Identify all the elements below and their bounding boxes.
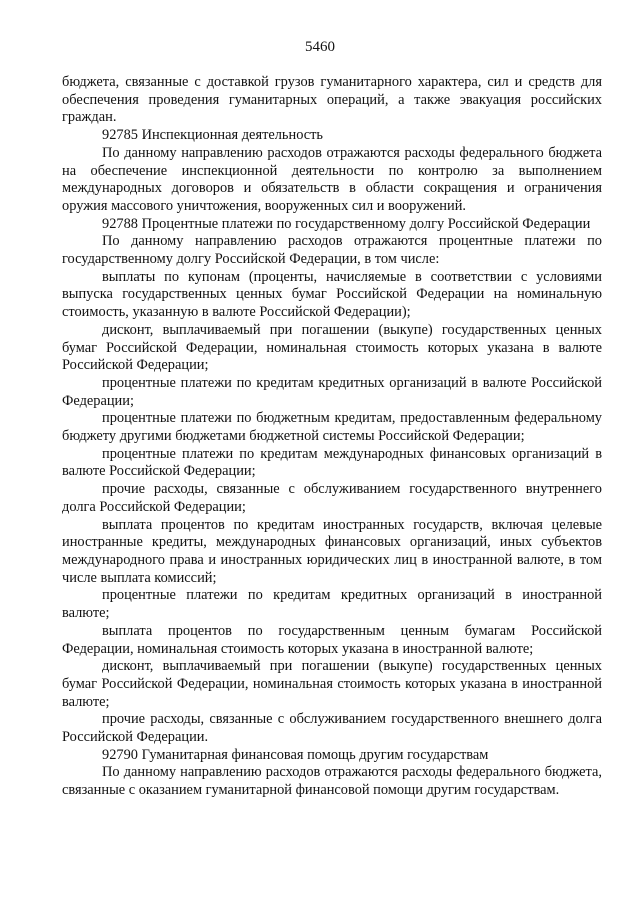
page-number: 5460 — [305, 39, 335, 55]
list-item: дисконт, выплачиваемый при погашении (выкупе) государственных ценных бумаг Российской Федерации, номинальная стоимость которых указана в валюте Российской Федерации; — [62, 321, 602, 374]
list-item: выплата процентов по кредитам иностранных государств, включая целевые иностранные кредиты, международных финансовых организаций, иных субъектов международного права и иностранных юридических лиц в иностранной валюте, в том числе выплата комиссий; — [62, 516, 602, 586]
list-item: прочие расходы, связанные с обслуживанием государственного внутреннего долга Российской Федерации; — [62, 481, 602, 515]
heading-92788: 92788 Процентные платежи по государственному долгу Российской Федерации — [102, 215, 591, 232]
paragraph-92790-description: По данному направлению расходов отражаются расходы федерального бюджета, связанные с оказанием гуманитарной финансовой помощи другим государствам. — [62, 764, 602, 799]
list-item: выплата процентов по государственным ценным бумагам Российской Федерации, номинальная стоимость которых указана в иностранной валюте; — [62, 622, 602, 657]
list-item: процентные платежи по кредитам международных финансовых организаций в валюте Российской Федерации; — [62, 445, 602, 480]
list-item: процентные платежи по кредитам кредитных организаций в иностранной валюте; — [62, 587, 602, 622]
list-item: дисконт, выплачиваемый при погашении (выкупе) государственных ценных бумаг Российской Федерации, номинальная стоимость которых указана в иностранной валюте; — [62, 658, 602, 710]
list-item: процентные платежи по кредитам кредитных организаций в валюте Российской Федерации; — [62, 374, 602, 409]
document-body — [62, 74, 602, 800]
paragraph-92788-intro: По данному направлению расходов отражаются процентные платежи по государственному долгу Российской Федерации, в том числе: — [62, 233, 602, 268]
paragraph-continuation: бюджета, связанные с доставкой грузов гуманитарного характера, сил и средств для обеспечения проведения гуманитарных операций, а также эвакуация российских граждан. — [62, 74, 602, 126]
paragraph-92785-description: По данному направлению расходов отражаются расходы федерального бюджета на обеспечение инспекционной деятельности по контролю за выполнением международных договоров и обязательств в области сокращения и ограничения оружия массового уничтожения, вооруженных сил и вооружений. — [62, 144, 602, 214]
heading-92790: 92790 Гуманитарная финансовая помощь другим государствам — [102, 746, 489, 763]
list-item: процентные платежи по бюджетным кредитам, предоставленным федеральному бюджету другими бюджетами бюджетной системы Российской Федерации; — [62, 410, 602, 445]
list-item: прочие расходы, связанные с обслуживанием государственного внешнего долга Российской Федерации. — [62, 711, 602, 746]
list-item: выплаты по купонам (проценты, начисляемые в соответствии с условиями выпуска государственных ценных бумаг Российской Федерации на номинальную стоимость, указанную в валюте Российской Федерации); — [62, 268, 602, 321]
heading-92785: 92785 Инспекционная деятельность — [102, 127, 323, 144]
